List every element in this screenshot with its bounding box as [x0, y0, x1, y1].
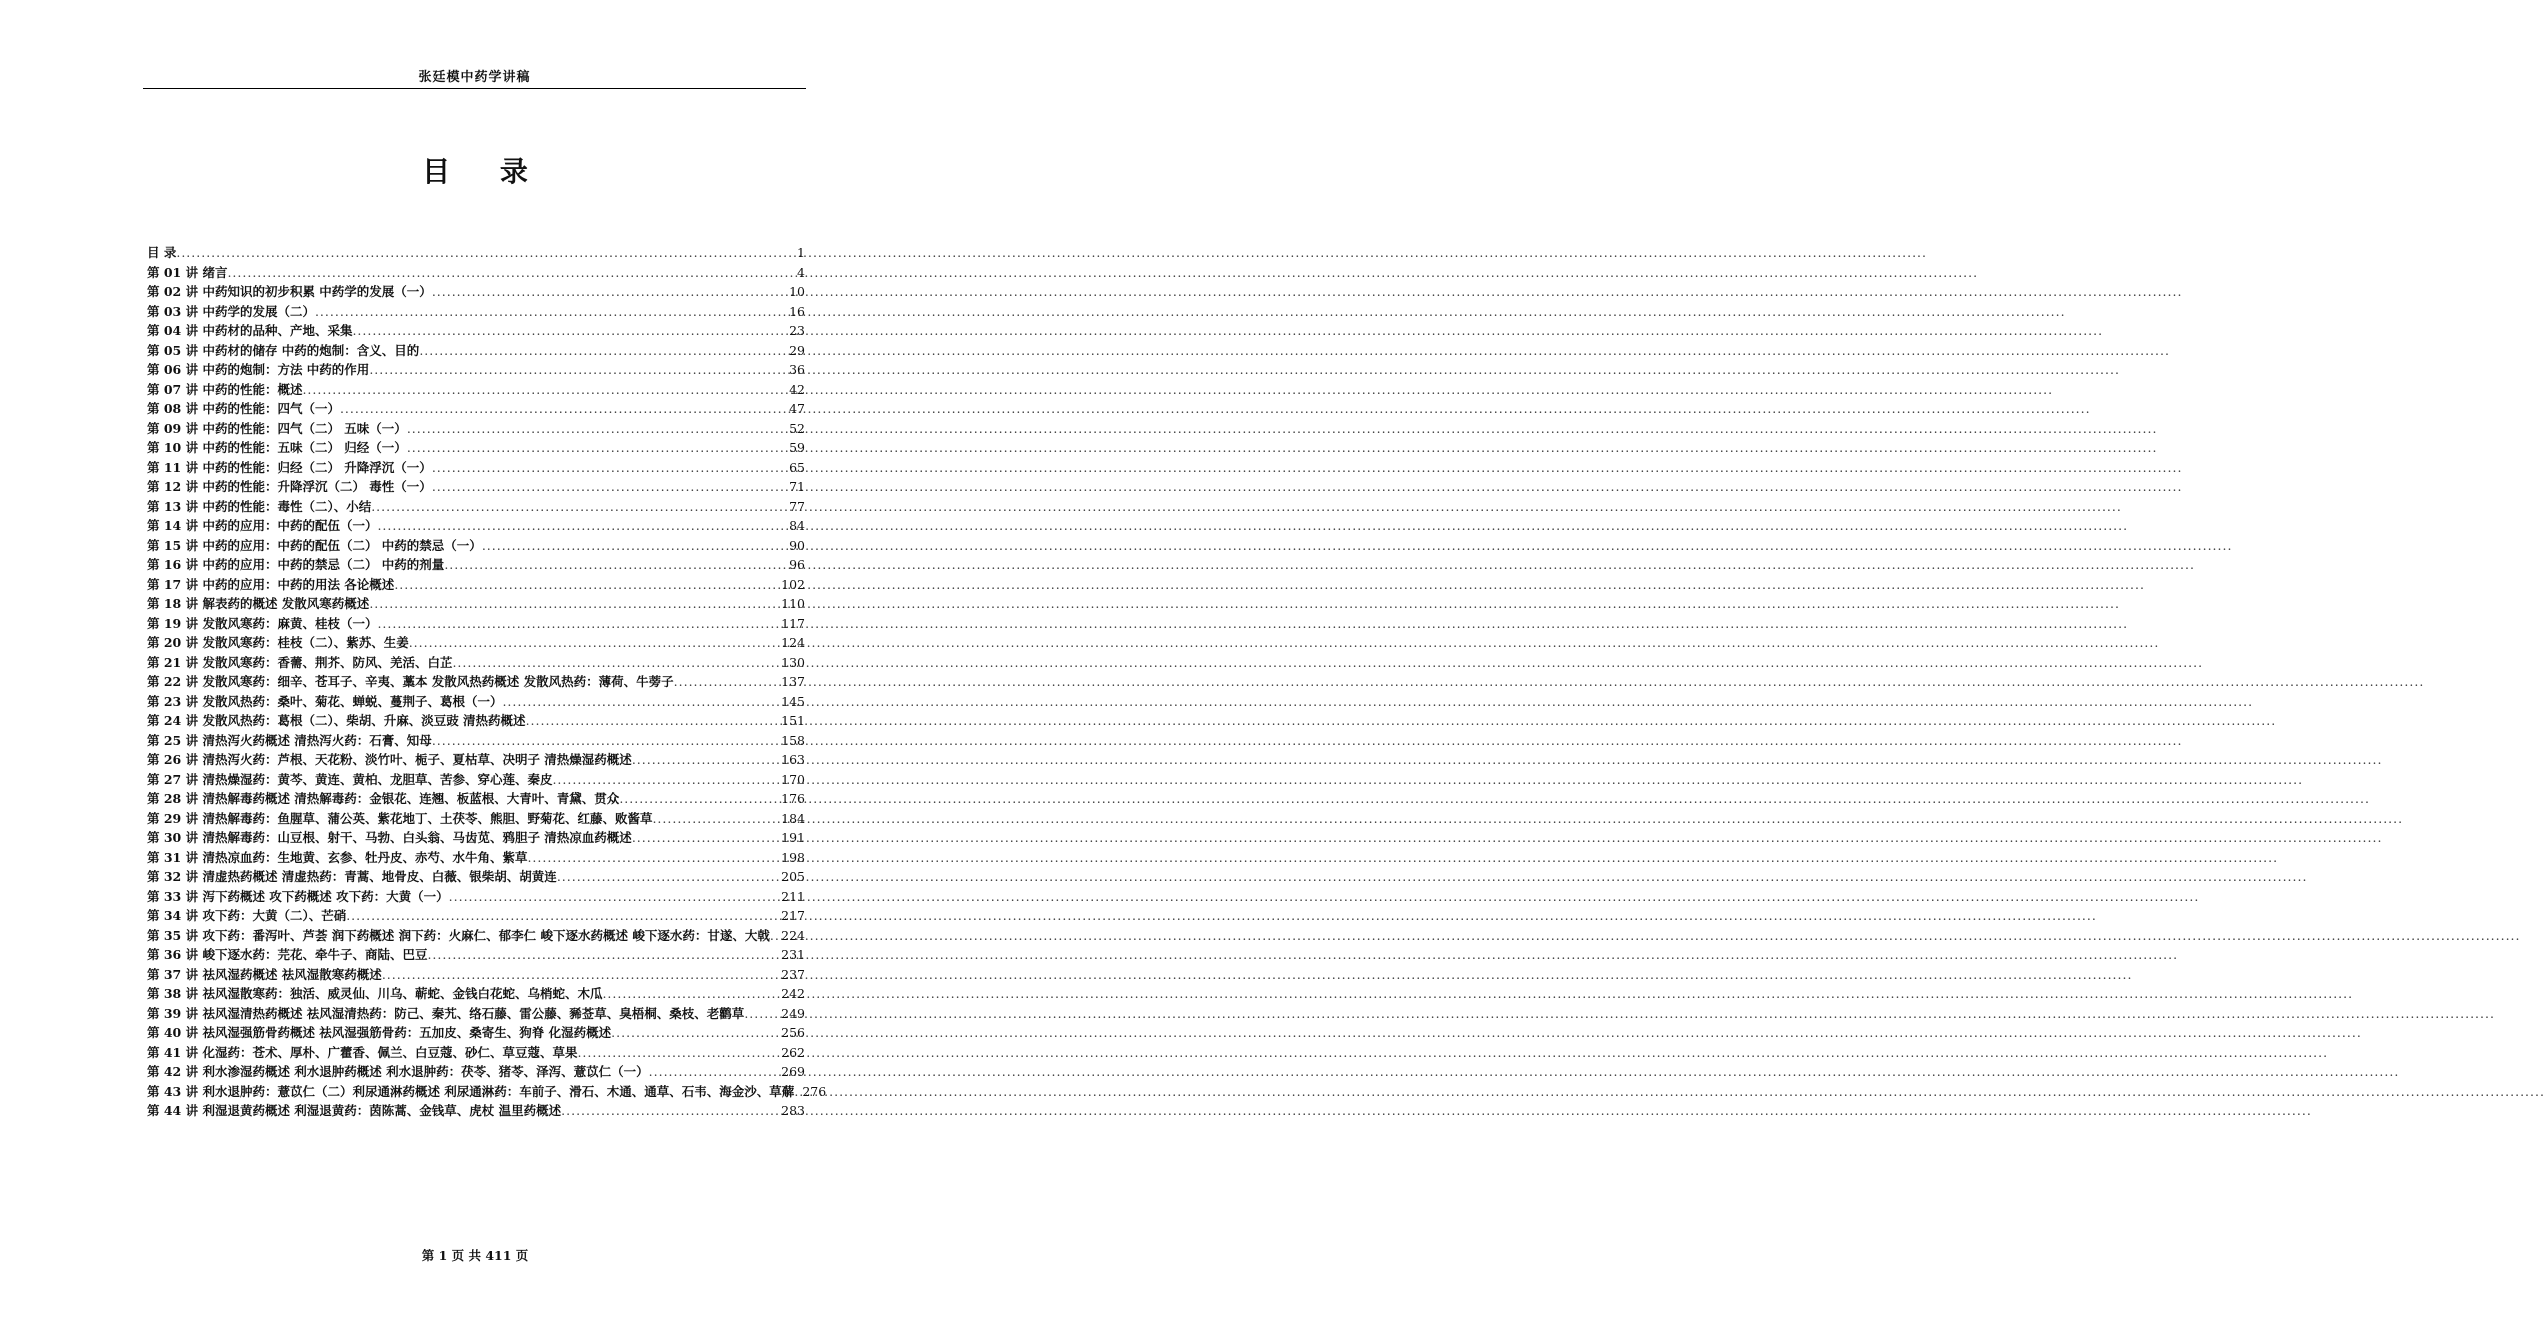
toc-entry-title: 第 38 讲 祛风湿散寒药：独活、威灵仙、川乌、蕲蛇、金钱白花蛇、乌梢蛇、木瓜	[147, 986, 603, 1001]
toc-entry-title: 第 31 讲 清热凉血药：生地黄、玄参、牡丹皮、赤芍、水牛角、紫草	[147, 849, 528, 865]
toc-entry-title: 第 06 讲 中药的炮制：方法 中药的作用	[147, 362, 370, 377]
toc-entry-page: 184	[781, 810, 805, 826]
toc-entry-title: 第 37 讲 祛风湿药概述 祛风湿散寒药概述	[147, 966, 382, 982]
toc-leader-dots	[527, 848, 781, 868]
toc-entry[interactable]	[147, 282, 805, 302]
toc-entry-page: 163	[781, 752, 805, 767]
toc-leader-dots	[302, 380, 789, 400]
toc-leader-dots	[346, 906, 781, 926]
toc-entry[interactable]	[147, 672, 805, 692]
toc-leader-dots	[176, 243, 797, 263]
toc-leader-dots	[409, 633, 781, 653]
toc-entry[interactable]	[147, 243, 805, 263]
toc-entry-page: 29	[789, 342, 805, 358]
toc-leader-dots	[432, 282, 789, 302]
toc-leader-dots	[407, 438, 789, 458]
toc-leader-dots	[632, 828, 781, 848]
toc-entry-title: 第 01 讲 绪言	[147, 264, 228, 280]
toc-entry-title: 第 10 讲 中药的性能：五味（二） 归经（一）	[147, 440, 407, 455]
page-header: 张廷模中药学讲稿	[418, 70, 531, 85]
toc-leader-dots	[526, 711, 782, 731]
toc-entry-title: 第 34 讲 攻下药：大黄（二）、芒硝	[147, 908, 347, 923]
toc-leader-dots	[770, 926, 781, 946]
toc-leader-dots	[369, 360, 789, 380]
toc-entry-page: 256	[781, 1025, 805, 1040]
toc-entry[interactable]	[147, 945, 805, 965]
toc-entry[interactable]	[147, 360, 805, 380]
toc-leader-dots	[432, 731, 781, 751]
toc-leader-dots	[482, 536, 789, 556]
toc-leader-dots	[502, 692, 781, 712]
toc-entry-title: 第 11 讲 中药的性能：归经（二） 升降浮沉（一）	[147, 459, 432, 475]
toc-leader-dots	[557, 867, 781, 887]
toc-entry[interactable]	[147, 653, 805, 673]
toc-entry-page: 42	[789, 381, 805, 397]
toc-entry-title: 第 20 讲 发散风寒药：桂枝（二）、紫苏、生姜	[147, 635, 409, 650]
toc-entry-page: 4	[797, 264, 805, 280]
toc-leader-dots	[419, 341, 789, 361]
toc-leader-dots	[611, 1023, 781, 1043]
toc-leader-dots	[407, 419, 789, 439]
toc-entry[interactable]	[147, 926, 805, 946]
toc-entry[interactable]	[147, 887, 805, 907]
toc-entry-page: 1	[797, 245, 805, 260]
toc-leader-dots	[619, 789, 781, 809]
toc-entry-page: 110	[781, 596, 805, 611]
toc-entry-page: 71	[789, 479, 805, 494]
toc-leader-dots	[674, 672, 781, 692]
toc-entry-page: 211	[781, 888, 805, 904]
toc-entry-page: 117	[781, 615, 805, 631]
toc-entry[interactable]	[147, 477, 805, 497]
toc-leader-dots	[315, 302, 789, 322]
toc-entry[interactable]	[147, 867, 805, 887]
toc-entry[interactable]	[147, 828, 805, 848]
toc-entry-page: 96	[789, 557, 805, 572]
toc-entry-title: 第 39 讲 祛风湿清热药概述 祛风湿清热药：防己、秦艽、络石藤、雷公藤、豨莶草、臭梧桐、桑枝、老鹳草	[147, 1005, 745, 1021]
toc-entry-title: 第 07 讲 中药的性能：概述	[147, 381, 303, 397]
toc-entry[interactable]	[147, 965, 805, 985]
toc-entry-page: 47	[789, 401, 805, 416]
toc-entry-page: 90	[789, 537, 805, 553]
toc-leader-dots	[552, 770, 781, 790]
toc-entry[interactable]	[147, 399, 805, 419]
toc-entry-title: 第 14 讲 中药的应用：中药的配伍（一）	[147, 518, 378, 533]
toc-leader-dots	[382, 965, 781, 985]
toc-leader-dots	[444, 555, 789, 575]
toc-entry[interactable]	[147, 633, 805, 653]
toc-entry-title: 第 41 讲 化湿药：苍术、厚朴、广藿香、佩兰、白豆蔻、砂仁、草豆蔻、草果	[147, 1044, 578, 1060]
toc-entry-title: 第 03 讲 中药学的发展（二）	[147, 303, 315, 319]
toc-leader-dots	[352, 321, 789, 341]
toc-entry-page: 52	[789, 420, 805, 436]
toc-entry[interactable]	[147, 380, 805, 400]
toc-entry-title: 第 13 讲 中药的性能：毒性（二）、小结	[147, 498, 372, 514]
toc-leader-dots	[394, 575, 781, 595]
toc-entry-title: 第 44 讲 利湿退黄药概述 利湿退黄药：茵陈蒿、金钱草、虎杖 温里药概述	[147, 1103, 562, 1118]
toc-leader-dots	[369, 594, 781, 614]
toc-entry-title: 第 21 讲 发散风寒药：香薷、荆芥、防风、羌活、白芷	[147, 654, 453, 670]
toc-entry-page: 176	[781, 791, 805, 806]
toc-entry-title: 第 08 讲 中药的性能：四气（一）	[147, 401, 340, 416]
toc-leader-dots	[632, 750, 781, 770]
toc-entry[interactable]	[147, 848, 805, 868]
toc-entry-page: 65	[789, 459, 805, 475]
toc-entry-page: 102	[781, 576, 805, 592]
toc-entry-title: 第 42 讲 利水渗湿药概述 利水退肿药概述 利水退肿药：茯苓、猪苓、泽泻、薏苡仁（一）	[147, 1064, 649, 1079]
toc-entry-page: 36	[789, 362, 805, 377]
toc-entry-title: 第 12 讲 中药的性能：升降浮沉（二） 毒性（一）	[147, 479, 432, 494]
toc-entry-title: 第 27 讲 清热燥湿药：黄芩、黄连、黄柏、龙胆草、苦参、穿心莲、秦皮	[147, 771, 553, 787]
toc-entry-page: 262	[781, 1044, 805, 1060]
toc-entry-title: 第 22 讲 发散风寒药：细辛、苍耳子、辛夷、藁本 发散风热药概述 发散风热药：薄荷、牛蒡子	[147, 674, 674, 689]
toc-entry-page: 205	[781, 869, 805, 884]
toc-entry-page: 224	[781, 927, 805, 943]
toc-leader-dots	[452, 653, 781, 673]
toc-entry-title: 第 33 讲 泻下药概述 攻下药概述 攻下药：大黄（一）	[147, 888, 449, 904]
toc-entry-title: 第 02 讲 中药知识的初步积累 中药学的发展（一）	[147, 284, 432, 299]
toc-entry-page: 130	[781, 654, 805, 670]
toc-entry-title: 第 04 讲 中药材的品种、产地、采集	[147, 323, 353, 338]
toc-entry[interactable]	[147, 594, 805, 614]
toc-entry-page: 217	[781, 908, 805, 923]
toc-entry-page: 237	[781, 966, 805, 982]
toc-leader-dots	[432, 458, 789, 478]
toc-leader-dots	[561, 1101, 781, 1121]
toc-entry[interactable]	[147, 1023, 805, 1043]
toc-entry-page: 137	[781, 674, 805, 689]
toc-entry-page: 124	[781, 635, 805, 650]
toc-entry[interactable]	[147, 1043, 805, 1063]
toc-entry[interactable]	[147, 1101, 805, 1121]
toc-leader-dots	[744, 1004, 781, 1024]
toc-entry-page: 16	[789, 303, 805, 319]
toc-entry-title: 第 28 讲 清热解毒药概述 清热解毒药：金银花、连翘、板蓝根、大青叶、青黛、贯众	[147, 791, 620, 806]
toc-entry-page: 191	[781, 830, 805, 845]
toc-entry-page: 77	[789, 498, 805, 514]
toc-entry[interactable]	[147, 516, 805, 536]
toc-entry[interactable]	[147, 809, 805, 829]
toc-leader-dots	[377, 516, 789, 536]
toc-entry[interactable]	[147, 555, 805, 575]
toc-leader-dots	[652, 809, 781, 829]
toc-entry[interactable]	[147, 692, 805, 712]
page-title: 目 录	[422, 155, 548, 188]
toc-entry-title: 第 18 讲 解表药的概述 发散风寒药概述	[147, 596, 370, 611]
toc-entry-title: 第 35 讲 攻下药：番泻叶、芦荟 润下药概述 润下药：火麻仁、郁李仁 峻下逐水药概述 峻下逐水药：甘遂、大戟	[147, 927, 770, 943]
toc-entry-title: 第 05 讲 中药材的储存 中药的炮制：含义、目的	[147, 342, 420, 358]
toc-entry[interactable]	[147, 575, 805, 595]
toc-entry-title: 第 15 讲 中药的应用：中药的配伍（二） 中药的禁忌（一）	[147, 537, 482, 553]
toc-leader-dots	[340, 399, 789, 419]
toc-entry[interactable]	[147, 1004, 805, 1024]
toc-entry-title: 第 23 讲 发散风热药：桑叶、菊花、蝉蜕、蔓荆子、葛根（一）	[147, 693, 503, 709]
toc-leader-dots	[649, 1062, 781, 1082]
toc-entry-page: 231	[781, 947, 805, 962]
toc-entry-title: 第 36 讲 峻下逐水药：芫花、牵牛子、商陆、巴豆	[147, 947, 428, 962]
toc-entry-title: 第 17 讲 中药的应用：中药的用法 各论概述	[147, 576, 395, 592]
toc-entry-title: 第 43 讲 利水退肿药：薏苡仁（二）利尿通淋药概述 利尿通淋药：车前子、滑石、木通、通草、石韦、海金沙、草薢	[147, 1083, 795, 1099]
toc-entry[interactable]	[147, 321, 805, 341]
toc-entry-page: 10	[789, 284, 805, 299]
toc-entry-title: 第 19 讲 发散风寒药：麻黄、桂枝（一）	[147, 615, 378, 631]
toc-entry-page: 84	[789, 518, 805, 533]
toc-entry-page: 151	[781, 713, 805, 728]
header-rule	[143, 88, 806, 89]
toc-leader-dots	[377, 614, 781, 634]
toc-leader-dots	[449, 887, 781, 907]
toc-entry[interactable]	[147, 614, 805, 634]
table-of-contents	[147, 243, 827, 1121]
toc-entry-title: 第 32 讲 清虚热药概述 清虚热药：青蒿、地骨皮、白薇、银柴胡、胡黄连	[147, 869, 557, 884]
toc-entry[interactable]	[147, 458, 805, 478]
toc-entry[interactable]	[147, 750, 805, 770]
toc-entry-title: 第 40 讲 祛风湿强筋骨药概述 祛风湿强筋骨药：五加皮、桑寄生、狗脊 化湿药概述	[147, 1025, 612, 1040]
toc-entry[interactable]	[147, 984, 805, 1004]
toc-leader-dots	[371, 497, 789, 517]
toc-entry-title: 第 29 讲 清热解毒药：鱼腥草、蒲公英、紫花地丁、土茯苓、熊胆、野菊花、红藤、败酱草	[147, 810, 653, 826]
toc-entry-page: 242	[781, 986, 805, 1001]
toc-entry[interactable]	[147, 1062, 805, 1082]
toc-entry-page: 276	[802, 1083, 827, 1099]
toc-entry-title: 第 30 讲 清热解毒药：山豆根、射干、马勃、白头翁、马齿苋、鸦胆子 清热凉血药概述	[147, 830, 632, 845]
toc-entry-page: 145	[781, 693, 805, 709]
toc-leader-dots	[602, 984, 781, 1004]
toc-entry-page: 249	[781, 1005, 805, 1021]
toc-entry-page: 170	[781, 771, 805, 787]
toc-entry-title: 第 16 讲 中药的应用：中药的禁忌（二） 中药的剂量	[147, 557, 445, 572]
toc-entry[interactable]	[147, 711, 805, 731]
toc-entry[interactable]	[147, 731, 805, 751]
toc-entry[interactable]	[147, 770, 805, 790]
toc-entry[interactable]	[147, 302, 805, 322]
toc-entry-page: 269	[781, 1064, 805, 1079]
toc-entry-title: 第 26 讲 清热泻火药：芦根、天花粉、淡竹叶、栀子、夏枯草、决明子 清热燥湿药概述	[147, 752, 632, 767]
toc-entry[interactable]	[147, 1082, 827, 1102]
toc-entry-page: 283	[781, 1103, 805, 1118]
toc-entry-page: 59	[789, 440, 805, 455]
toc-entry-title: 第 24 讲 发散风热药：葛根（二）、柴胡、升麻、淡豆豉 清热药概述	[147, 713, 526, 728]
toc-entry-page: 23	[789, 323, 805, 338]
toc-leader-dots	[427, 945, 781, 965]
toc-entry[interactable]	[147, 536, 805, 556]
page-footer: 第 1 页 共 411 页	[421, 1248, 529, 1263]
toc-entry-page: 158	[781, 732, 805, 748]
toc-leader-dots	[432, 477, 789, 497]
toc-entry[interactable]	[147, 419, 805, 439]
toc-entry[interactable]	[147, 906, 805, 926]
toc-entry-title: 目 录	[147, 245, 177, 260]
toc-entry[interactable]	[147, 497, 805, 517]
toc-entry-title: 第 25 讲 清热泻火药概述 清热泻火药：石膏、知母	[147, 732, 432, 748]
toc-leader-dots	[794, 1082, 802, 1102]
toc-entry[interactable]	[147, 341, 805, 361]
toc-leader-dots	[577, 1043, 781, 1063]
toc-entry[interactable]	[147, 263, 805, 283]
toc-entry-page: 198	[781, 849, 805, 865]
toc-entry[interactable]	[147, 789, 805, 809]
toc-entry[interactable]	[147, 438, 805, 458]
toc-entry-title: 第 09 讲 中药的性能：四气（二） 五味（一）	[147, 420, 407, 436]
toc-leader-dots	[227, 263, 797, 283]
